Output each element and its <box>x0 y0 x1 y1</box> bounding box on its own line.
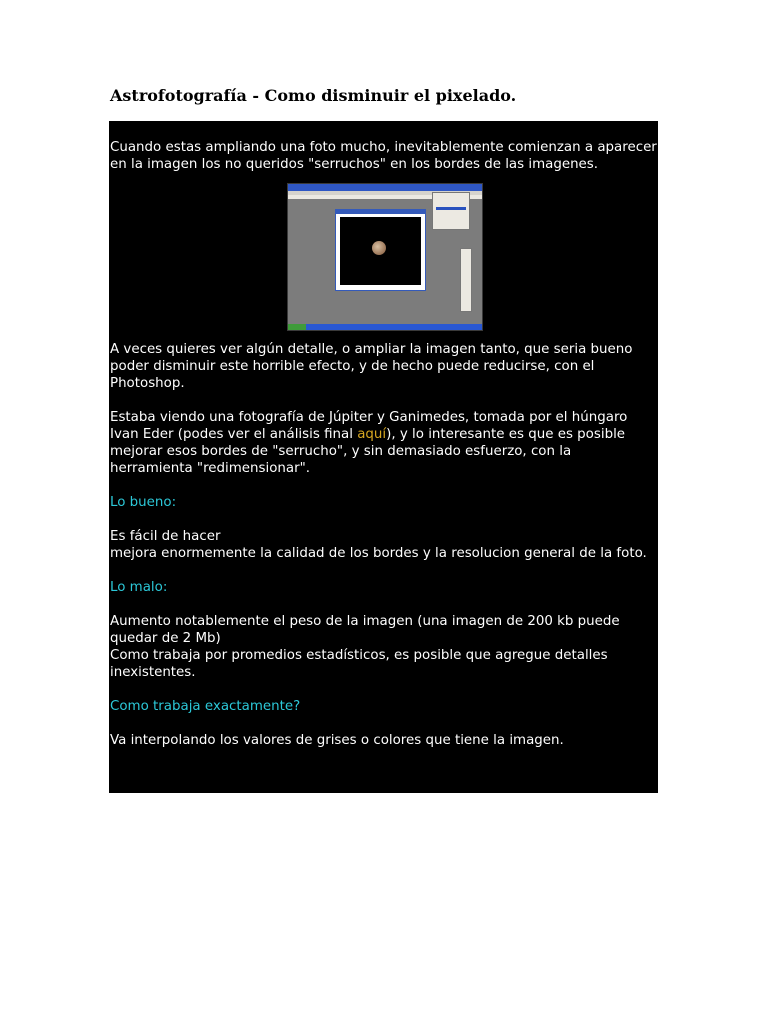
image-canvas <box>340 217 421 285</box>
title-bar <box>288 184 482 191</box>
good-item-1: Es fácil de hacer <box>110 529 221 544</box>
good-item-2: mejora enormemente la calidad de los bordes y la resolucion general de la foto. <box>110 546 647 561</box>
paragraph-3: Estaba viendo una fotografía de Júpiter y Ganimedes, tomada por el húngaro Ivan Eder (podes ver el análisis final aquí), y lo interesante es que es posible mejorar esos bordes de "serrucho", y sin demasiado esfuerzo, con la herramienta "redimensionar". <box>110 410 628 476</box>
intro-paragraph: Cuando estas ampliando una foto mucho, inevitablemente comienzan a aparecer en la imagen los no queridos "serruchos" en los bordes de las imagenes. <box>110 140 657 172</box>
bad-item-1: Aumento notablemente el peso de la imagen (una imagen de 200 kb puede quedar de 2 Mb) <box>110 614 620 646</box>
article-body <box>109 121 658 793</box>
document-window <box>335 209 426 291</box>
bad-item-2: Como trabaja por promedios estadísticos, es posible que agregue detalles inexistentes. <box>110 648 608 680</box>
bad-heading: Lo malo: <box>110 580 168 595</box>
start-button-icon <box>288 324 306 330</box>
planet-icon <box>372 241 386 255</box>
palette-panel <box>432 192 470 230</box>
document-title-bar <box>336 210 425 214</box>
analysis-link[interactable]: aquí <box>357 427 387 442</box>
how-item-1: Va interpolando los valores de grises o colores que tiene la imagen. <box>110 733 564 748</box>
article-title: Astrofotografía - Como disminuir el pixelado. <box>110 86 517 105</box>
how-heading: Como trabaja exactamente? <box>110 699 301 714</box>
paragraph-2: A veces quieres ver algún detalle, o ampliar la imagen tanto, que seria bueno poder disminuir este horrible efecto, y de hecho puede reducirse, con el Photoshop. <box>110 342 633 391</box>
tools-panel <box>460 248 472 312</box>
photoshop-screenshot-image <box>287 183 483 331</box>
taskbar <box>288 324 482 330</box>
good-heading: Lo bueno: <box>110 495 177 510</box>
